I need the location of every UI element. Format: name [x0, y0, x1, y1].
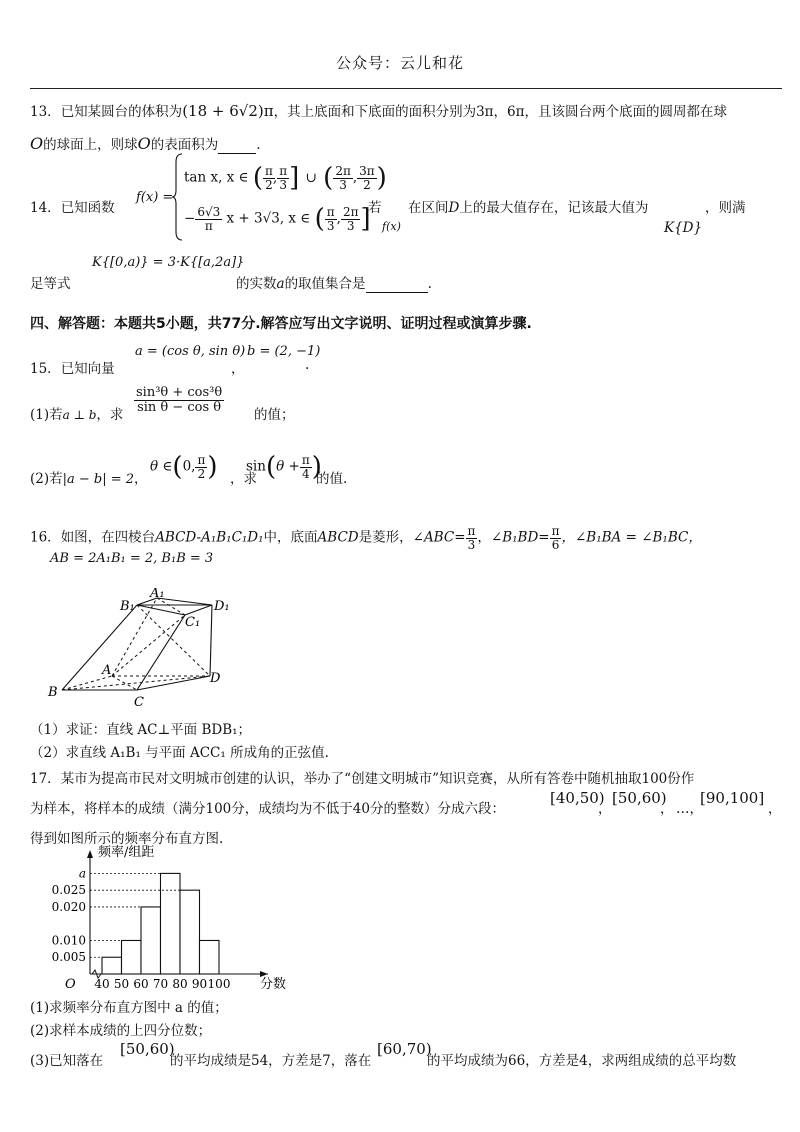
y-tick-label: 0.025 — [51, 883, 86, 898]
histogram-bar — [102, 957, 122, 974]
q14-line3: 足等式 — [30, 276, 71, 292]
q14-fx-small: f(x) — [382, 220, 401, 233]
q16-part2: （2）求直线 A₁B₁ 与平面 ACC₁ 所成角的正弦值. — [30, 745, 329, 761]
label-D: D — [210, 671, 221, 686]
header-divider — [30, 88, 782, 89]
x-tick-label: 50 — [113, 977, 130, 991]
x-tick-label: 90 — [191, 977, 208, 991]
q16-frustum-figure — [40, 588, 250, 710]
label-A1: A₁ — [150, 588, 165, 601]
q14-piece1: tan x, x ∈ ( $\frac{\pi}{2}$ , $\frac{\pi}{3}$ ] ∪ ( $\frac{2\pi}{3}$ , $\frac{3\pi}{2}$ ) — [184, 163, 387, 193]
q15-vec-a: a = (cos θ, sin θ) — [135, 344, 246, 359]
label-C: C — [134, 695, 144, 710]
x-tick-label: 70 — [152, 977, 169, 991]
diag-B-D — [62, 676, 210, 690]
q15-number: 15． — [30, 361, 61, 377]
label-C1: C₁ — [185, 615, 201, 630]
q15-vec-b: b = (2, −1) — [247, 344, 321, 359]
section4-title: 四、解答题：本题共5小题，共77分.解答应写出文字说明、证明过程或演算步骤. — [30, 316, 532, 332]
q14-line1c: ，则满 — [705, 200, 746, 216]
edge-C-D — [137, 676, 210, 690]
q17-part3-interval-2: [60,70) — [377, 1040, 432, 1058]
q14-line1: 14．已知函数 — [30, 200, 115, 216]
label-B1: B₁ — [120, 599, 135, 614]
origin-label: O — [65, 977, 76, 992]
q17-line1: 17．某市为提高市民对文明城市创建的认识，举办了“创建文明城市”知识竞赛，从所有答卷中随机抽取100份作 — [30, 771, 695, 787]
edge-A1-D1 — [157, 598, 212, 605]
frequency-histogram — [40, 842, 290, 992]
q17-line2: 为样本，将样本的成绩（满分100分，成绩均为不低于40分的整数）分成六段： — [30, 801, 505, 817]
q13-volume: (18 + 6√2)π — [182, 102, 274, 120]
q14-KD: K{D} — [664, 220, 703, 236]
x-tick-label: 80 — [172, 977, 188, 991]
q15-part2: (2)若|a − b| = 2， — [30, 471, 148, 487]
diag-A-C — [112, 676, 137, 690]
q14-condition: K{[0,a)} = 3·K{[a,2a]} — [92, 255, 245, 270]
q17-part1: (1)求频率分布直方图中 a 的值； — [30, 1000, 228, 1016]
q16-line1: 16．如图，在四棱台ABCD-A₁B₁C₁D₁中，底面ABCD是菱形，∠ABC= $\frac{\pi}{3}$ ，∠B₁BD= $\frac{\pi}{6}$ ，∠B₁BA = ∠B₁BC， — [30, 524, 702, 552]
x-tick-label: 100 — [207, 977, 231, 991]
q16-number: 16． — [30, 529, 61, 546]
histogram-bar — [122, 940, 142, 974]
x-tick-label: 40 — [94, 977, 110, 991]
x-axis-label: 分数 — [260, 977, 287, 992]
q17-part3: (3)已知落在 — [30, 1053, 104, 1069]
edge-B-B1 — [62, 605, 137, 690]
histogram-bar — [141, 907, 161, 974]
edge-D-D1 — [210, 605, 212, 676]
q15-part1-fraction: $\frac{\text{sin³θ + cos³θ}}{\text{sin θ − cos θ}}$ — [136, 385, 223, 415]
edge-B1-C1 — [137, 605, 185, 615]
histogram-bar — [180, 890, 200, 974]
y-axis-arrow — [87, 850, 93, 858]
q14-line1b: 在区间D上的最大值存在，记该最大值为 — [408, 200, 649, 216]
q17-interval-2: [50,60) — [612, 789, 667, 807]
y-tick-label: 0.005 — [51, 950, 86, 965]
q13-line2: O的球面上，则球O的表面积为 . — [30, 134, 261, 153]
q17-part3-interval-1: [50,60) — [120, 1040, 175, 1058]
page-header: 公众号：云儿和花 — [335, 54, 464, 72]
y-tick-label: 0.020 — [51, 899, 86, 914]
histogram-bar — [161, 873, 181, 974]
q15-part2-sin: sin(θ + $\frac{\pi}{4}$ ) — [246, 452, 322, 482]
q17-interval-3: [90,100] — [700, 789, 765, 807]
q17-part2: (2)求样本成绩的上四分位数； — [30, 1023, 212, 1039]
label-B: B — [48, 685, 58, 700]
q15-part1: (1)若a ⊥ b，求 — [30, 407, 124, 423]
q13-number: 13． — [30, 104, 61, 120]
q14-fx: f(x) = — [136, 190, 174, 205]
q14-ruo: 若 — [368, 200, 382, 216]
q14-number: 14． — [30, 200, 61, 216]
edge-C1-D1 — [185, 605, 212, 615]
q13-line1: 13．已知某圆台的体积为(18 + 6√2)π，其上底面和下底面的面积分别为3π，6π，且该圆台两个底面的圆周都在球 — [30, 102, 728, 120]
q15-line1: 15．已知向量 — [30, 361, 115, 377]
y-tick-label: a — [78, 866, 86, 881]
histogram-bar — [200, 940, 220, 974]
q17-line3: 得到如图所示的频率分布直方图. — [30, 831, 224, 847]
diag-A-C1 — [112, 615, 185, 676]
label-A: A — [102, 663, 112, 678]
label-D1: D₁ — [214, 599, 230, 614]
q13-answer-blank — [218, 137, 256, 154]
x-tick-label: 60 — [133, 977, 149, 991]
q17-interval-1: [40,50) — [550, 789, 605, 807]
q14-line3b: 的实数a的取值集合是 . — [236, 276, 432, 292]
q14-answer-blank — [366, 276, 428, 293]
q16-line2: AB = 2A₁B₁ = 2, B₁B = 3 — [50, 551, 214, 566]
y-axis-label: 频率/组距 — [98, 845, 155, 860]
q14-piece2: − $\frac{6√3}{\pi}$ x + 3√3, x ∈ ( $\frac{\pi}{3}$ , $\frac{2\pi}{3}$ ] — [184, 204, 371, 234]
q15-part2-theta: θ ∈(0, $\frac{\pi}{2}$ ) — [150, 452, 218, 482]
q16-part1: （1）求证：直线 AC⊥平面 BDB₁； — [30, 722, 252, 738]
y-tick-label: 0.010 — [51, 933, 86, 948]
q17-number: 17． — [30, 771, 61, 787]
